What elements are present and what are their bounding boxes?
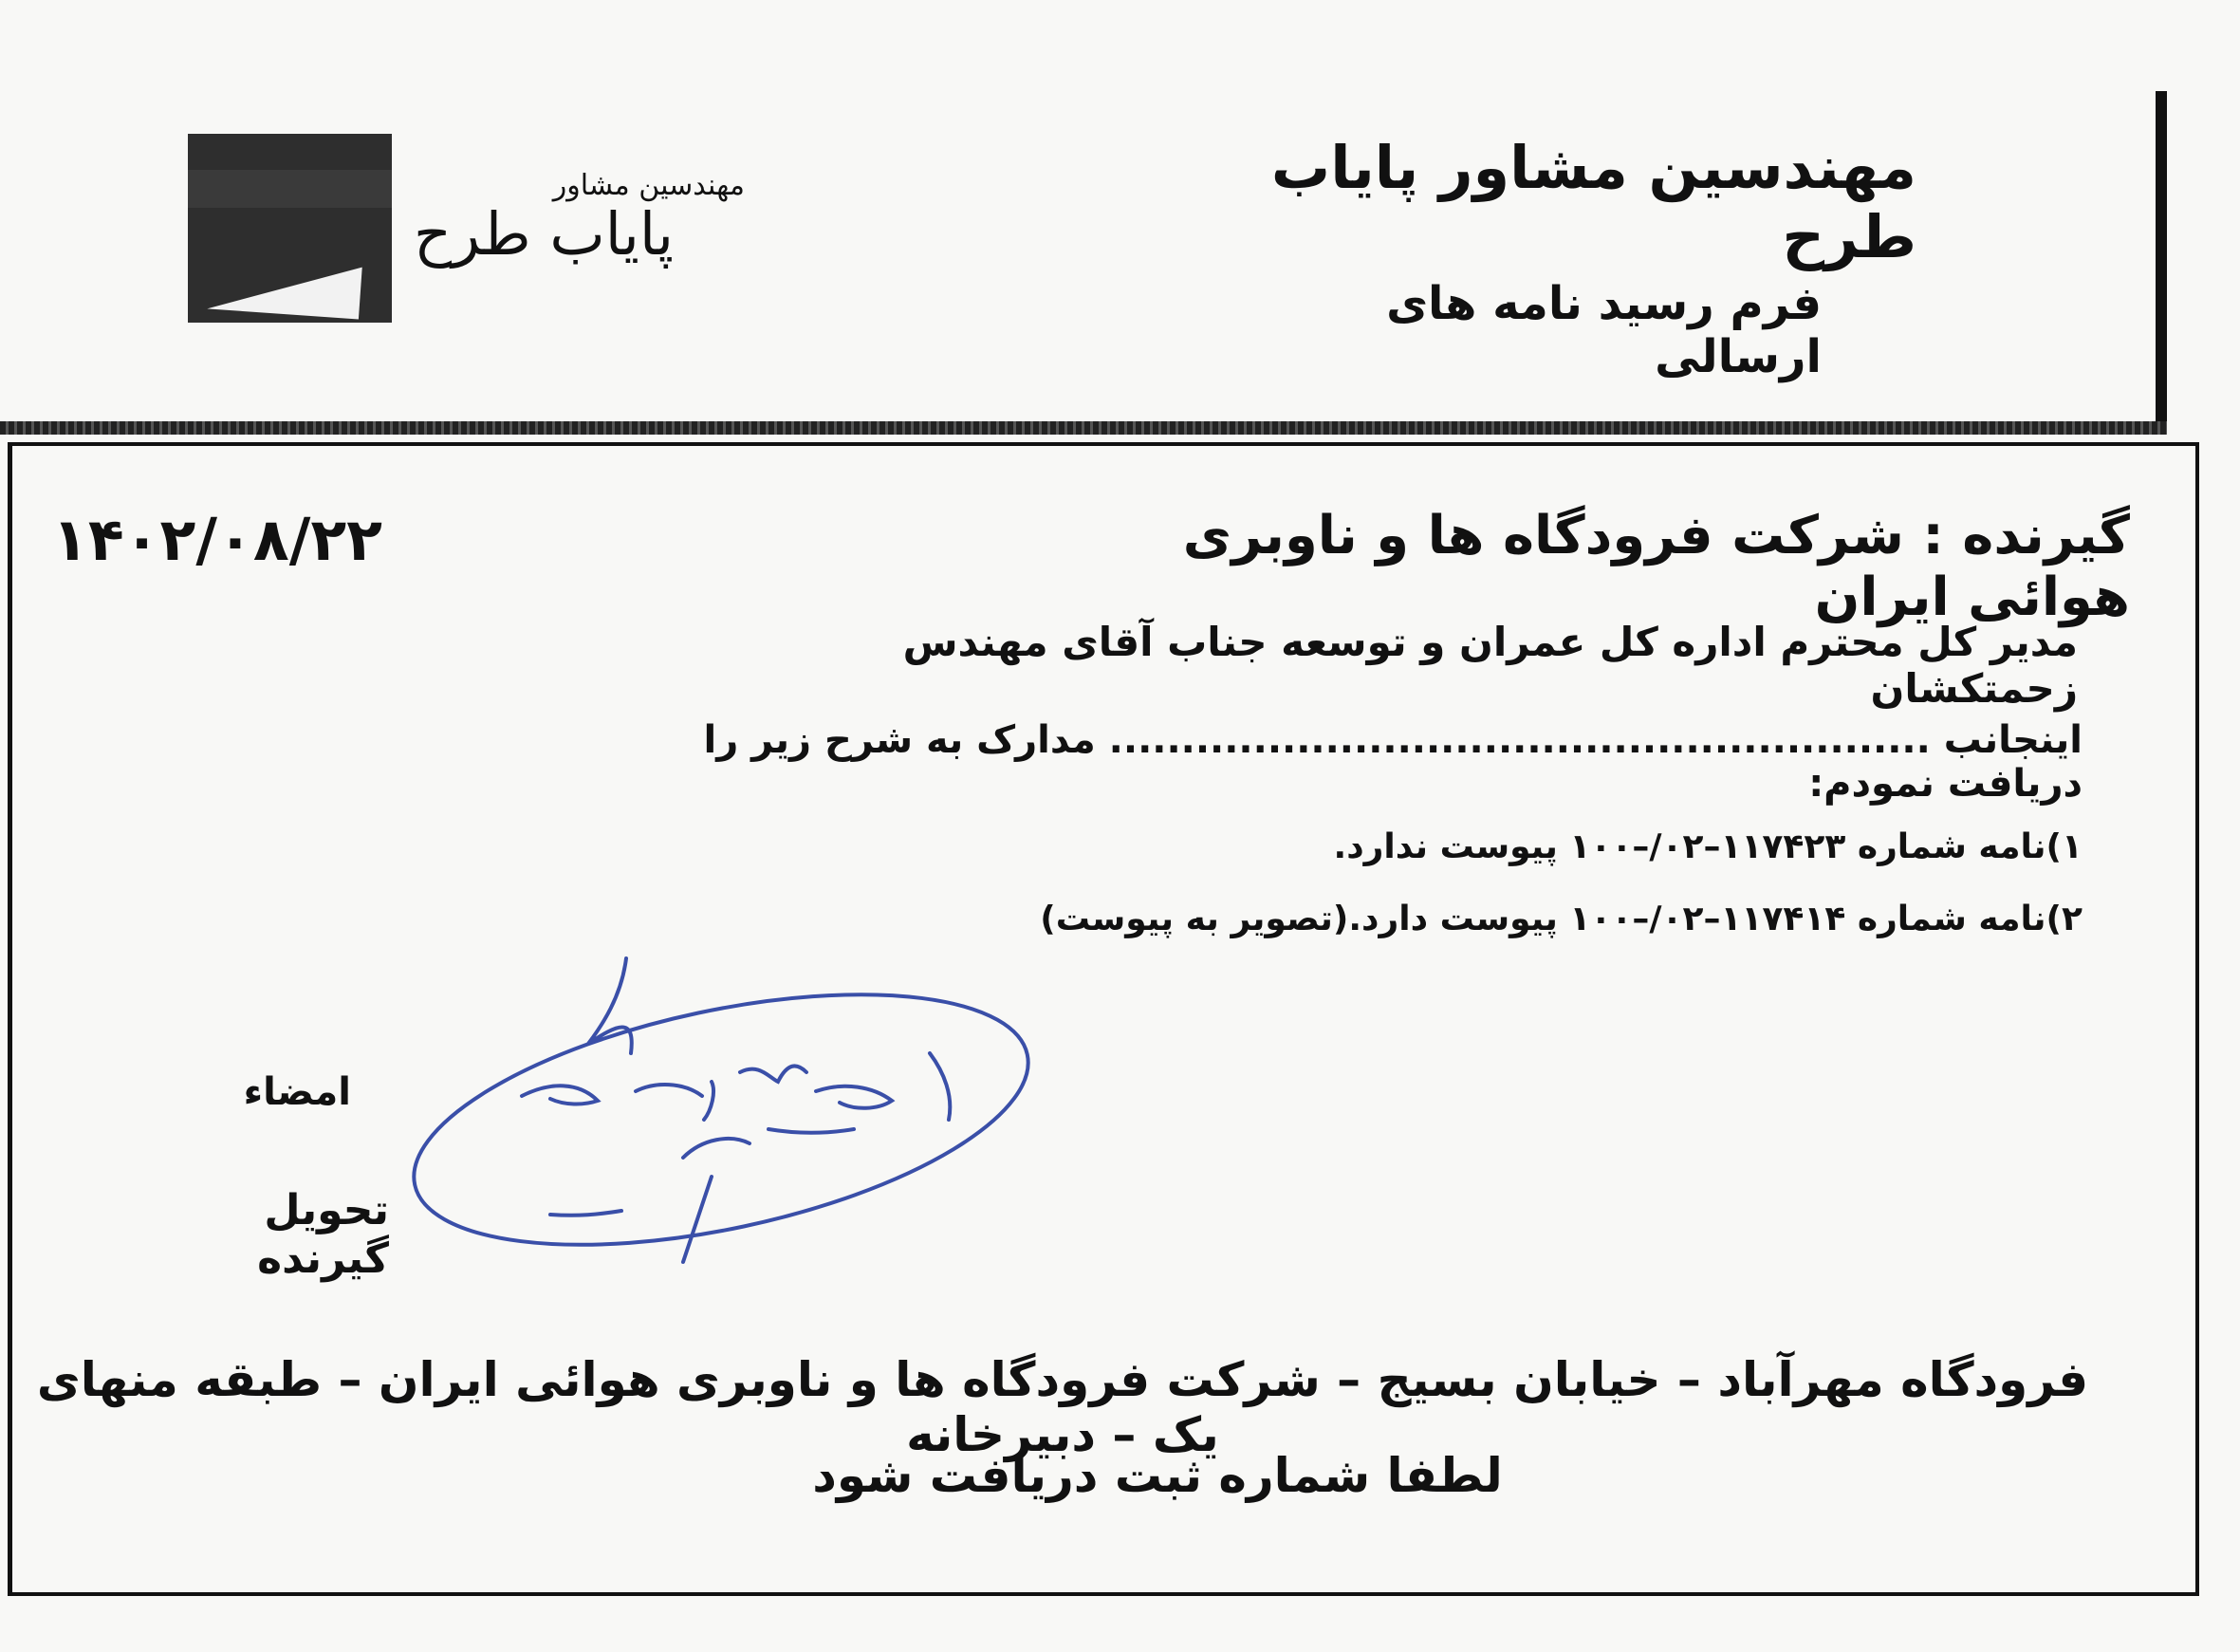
header-divider <box>0 421 2167 435</box>
delivery-address: فرودگاه مهرآباد – خیابان بسیج – شرکت فرودگاه ها و ناوبری هوائی ایران – طبقه منهای یک – دبیرخانه <box>36 1352 2089 1462</box>
list-item: ۲)نامه شماره ۱۱۷۴۱۴–۰۲/–۱۰۰ پیوست دارد.(تصویر به پیوست) <box>1040 900 2083 938</box>
signature-stroke <box>588 958 632 1053</box>
logo-text-large: پایاب طرح <box>414 199 674 269</box>
logo-mark <box>188 134 392 323</box>
signature-ellipse <box>398 948 1050 1281</box>
receiver-label: تحویل گیرنده <box>257 1186 389 1283</box>
signature-stroke <box>522 1086 598 1104</box>
handwritten-signature <box>398 939 1063 1281</box>
intro-line: اینجانب ......................................................... مدارک به شرح زیر را دریافت نمودم: <box>703 718 2083 806</box>
signature-stroke <box>683 1177 712 1262</box>
registration-note: لطفا شماره ثبت دریافت شود <box>812 1448 1503 1503</box>
recipient-line: گیرنده : شرکت فرودگاه ها و ناوبری هوائی ایران <box>1182 505 2130 628</box>
signature-stroke <box>683 1129 854 1158</box>
signature-stroke <box>930 1053 950 1120</box>
addressee-line: مدیر کل محترم اداره کل عمران و توسعه جناب آقای مهندس زحمتکشان <box>902 619 2078 712</box>
signature-label: امضاء <box>243 1070 351 1114</box>
letter-date: ۱۴۰۲/۰۸/۲۲ <box>52 505 383 574</box>
signature-stroke <box>550 1211 621 1216</box>
logo-text-small: مهندسین مشاور <box>552 169 745 202</box>
signature-stroke <box>740 1066 806 1082</box>
logo-stripe <box>188 170 392 208</box>
form-title: فرم رسید نامه های ارسالی <box>1386 277 1822 383</box>
signature-stroke <box>816 1086 892 1108</box>
list-item: ۱)نامه شماره ۱۱۷۴۲۳–۰۲/–۱۰۰ پیوست ندارد. <box>1333 827 2083 866</box>
company-title: مهندسین مشاور پایاب طرح <box>1270 133 1916 271</box>
signature-stroke <box>636 1082 713 1120</box>
logo-slash <box>207 256 361 319</box>
header-frame-edge <box>2156 91 2167 431</box>
